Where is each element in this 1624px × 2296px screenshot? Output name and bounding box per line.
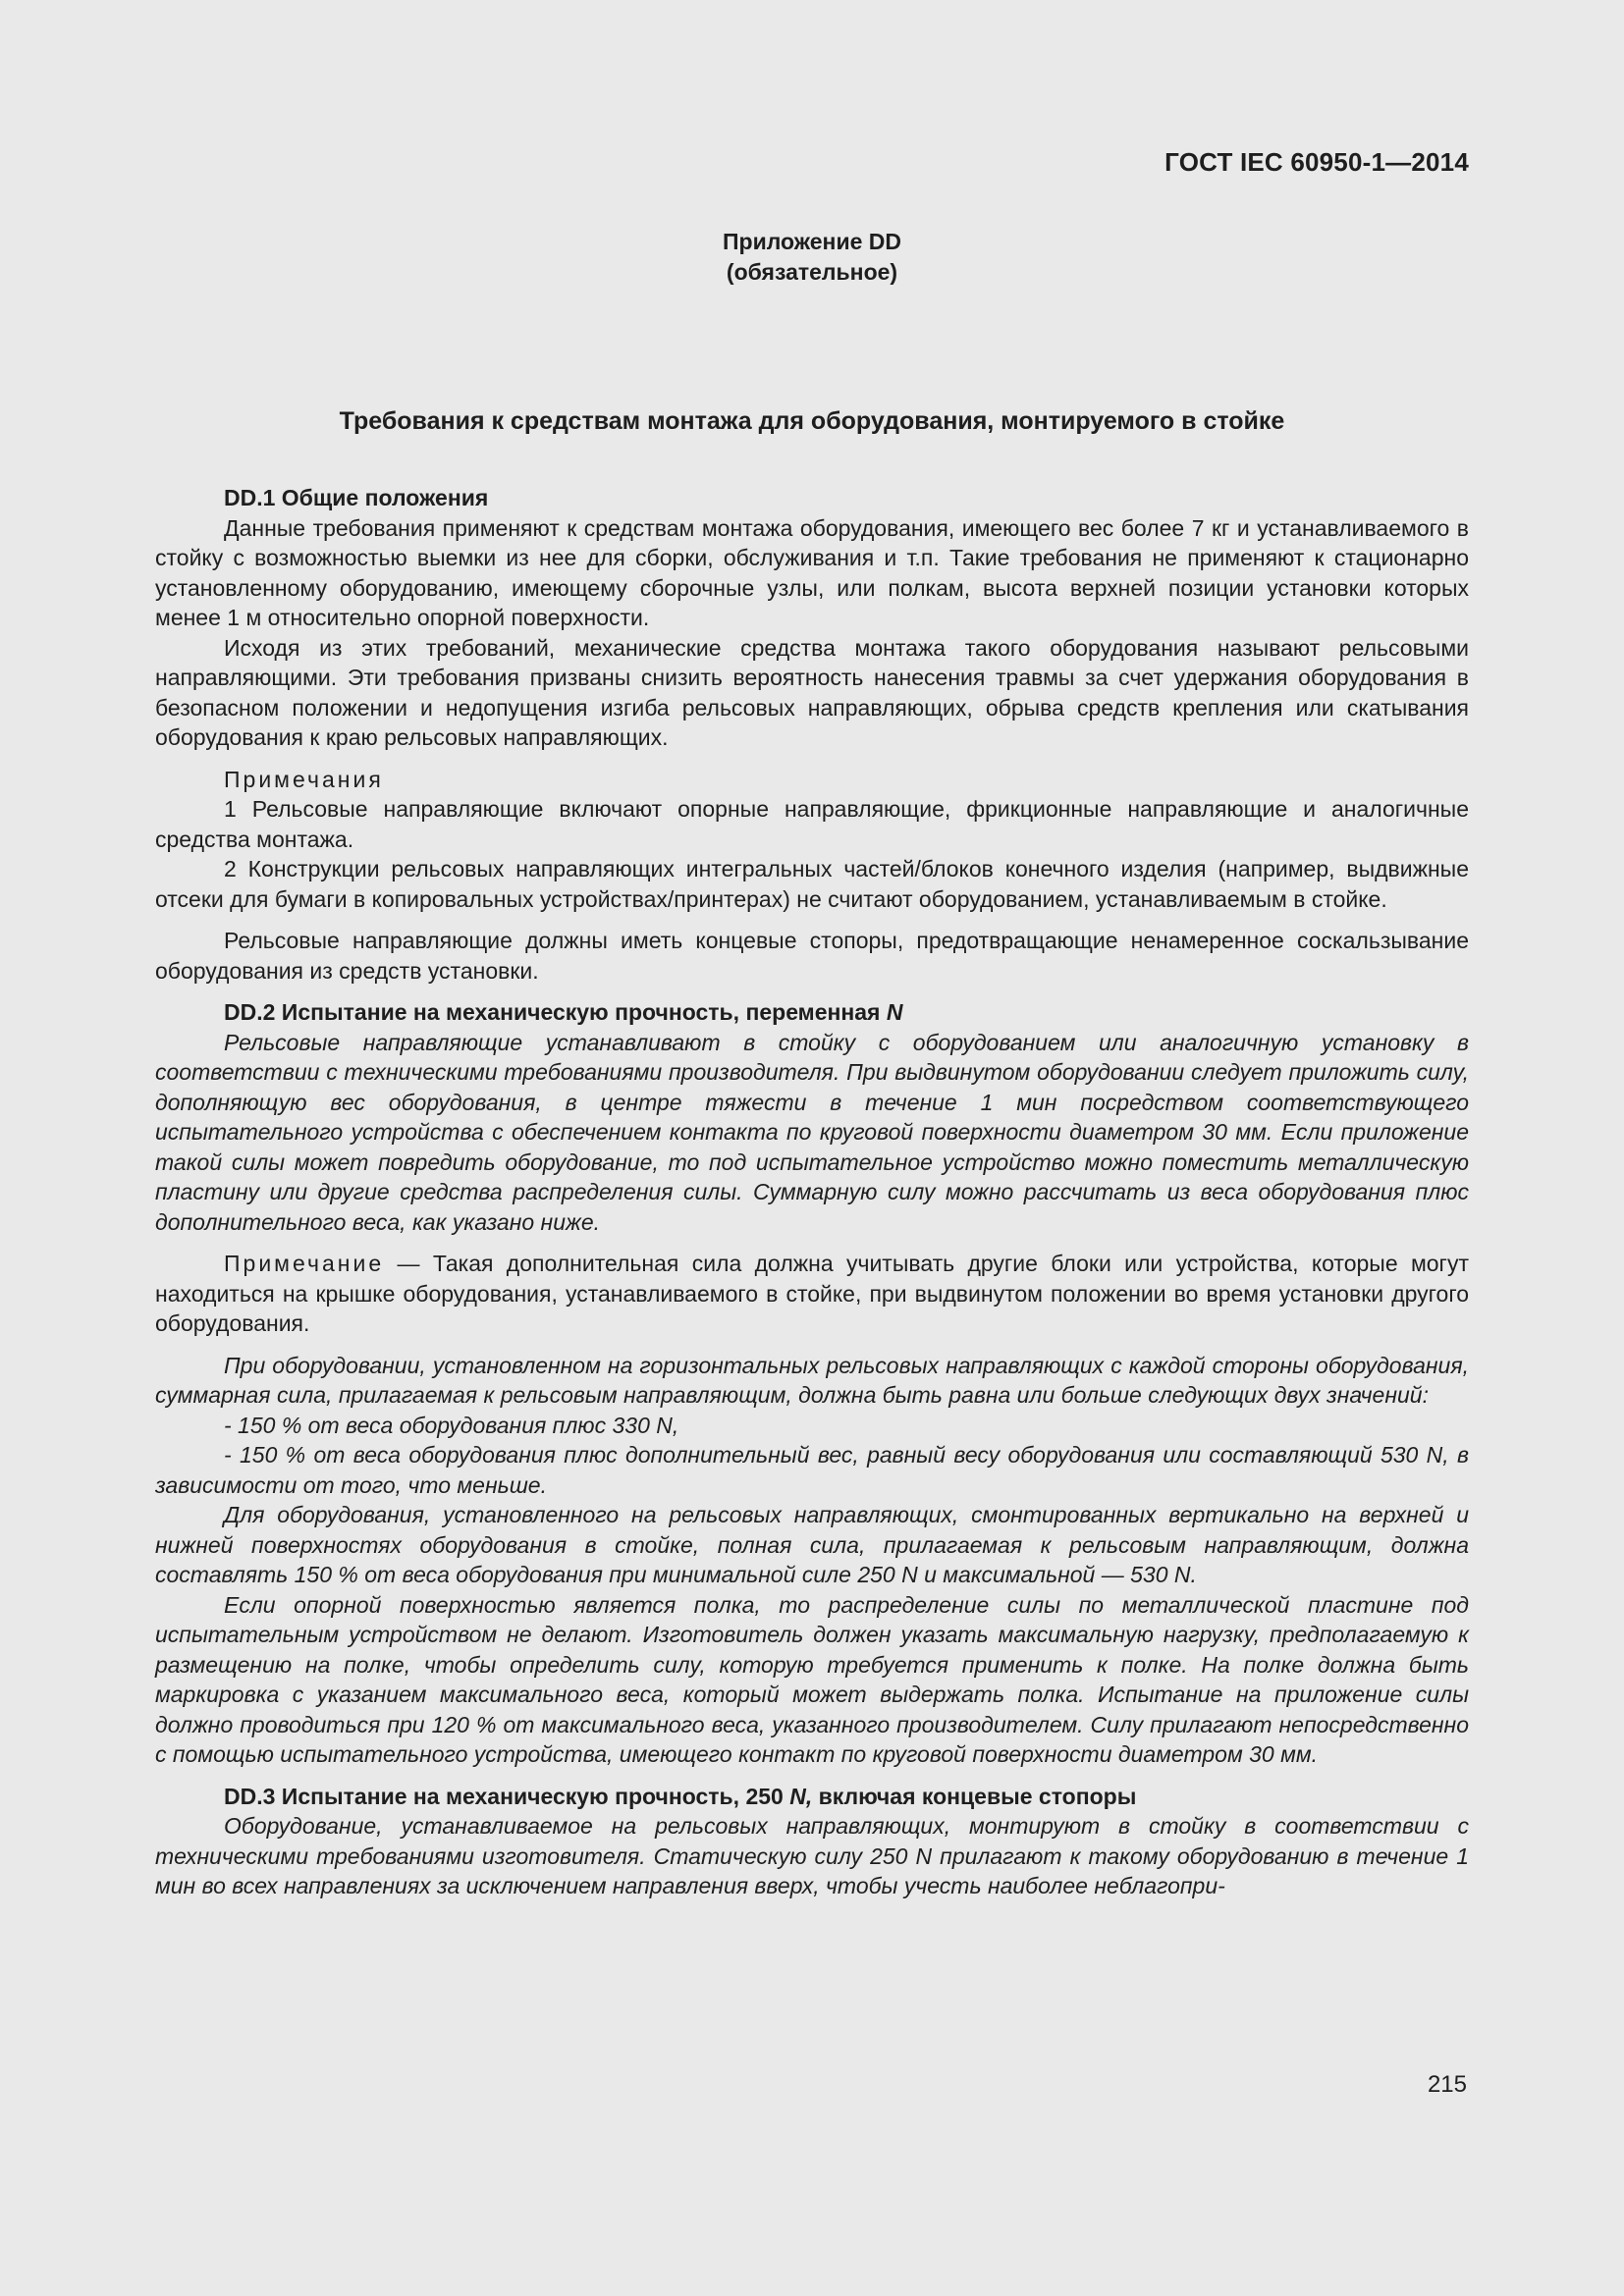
note: Примечание — Такая дополнительная сила должна учитывать другие блоки или устройства, которые могут находиться на крышке оборудования, устанавливаемого в стойке, при выдвинутом положении во время установки другого оборудования. xyxy=(155,1251,1469,1336)
paragraph: Рельсовые направляющие должны иметь концевые стопоры, предотвращающие ненамеренное соскальзывание оборудования из средств установки. xyxy=(155,928,1469,984)
page-number: 215 xyxy=(1427,2071,1467,2098)
note: 2 Конструкции рельсовых направляющих интегральных частей/блоков конечного изделия (например, выдвижные отсеки для бумаги в копировальных устройствах/принтерах) не считают оборудованием, устанавливаемым в стойке. xyxy=(155,856,1469,912)
appendix-title: Приложение DD xyxy=(722,229,901,254)
section-heading-dd1: DD.1 Общие положения xyxy=(224,485,489,510)
notes-label: Примечания xyxy=(224,766,384,792)
list-item: - 150 % от веса оборудования плюс 330 N, xyxy=(224,1412,679,1438)
appendix-status: (обязательное) xyxy=(726,259,898,285)
document-body xyxy=(155,483,1469,1901)
document-code: ГОСТ IEC 60950-1—2014 xyxy=(1164,147,1469,177)
paragraph: Исходя из этих требований, механические средства монтажа такого оборудования называют рельсовыми направляющими. Эти требования призваны снизить вероятность нанесения травмы за счет удержания оборудования в безопасном положении и недопущения изгиба рельсовых направляющих, обрыва средств крепления или скатывания оборудования к краю рельсовых направляющих. xyxy=(155,634,1469,750)
paragraph: Для оборудования, установленного на рельсовых направляющих, смонтированных вертикально на верхней и нижней поверхностях оборудования в стойке, полная сила, прилагаемая к рельсовым направляющим, должна составлять 150 % от веса оборудования при минимальной силе 250 N и максимальной — 530 N. xyxy=(155,1502,1469,1587)
note: 1 Рельсовые направляющие включают опорные направляющие, фрикционные направляющие и аналогичные средства монтажа. xyxy=(155,796,1469,852)
paragraph: При оборудовании, установленном на горизонтальных рельсовых направляющих с каждой стороны оборудования, суммарная сила, прилагаемая к рельсовым направляющим, должна быть равна или больше следующих двух значений: xyxy=(155,1352,1469,1408)
list-item: - 150 % от веса оборудования плюс дополнительный вес, равный весу оборудования или составляющий 530 N, в зависимости от того, что меньше. xyxy=(155,1442,1469,1498)
document-title: Требования к средствам монтажа для оборудования, монтируемого в стойке xyxy=(339,407,1285,435)
paragraph: Данные требования применяют к средствам монтажа оборудования, имеющего вес более 7 кг и устанавливаемого в стойку с возможностью выемки из нее для сборки, обслуживания и т.п. Такие требования не применяют к стационарно установленному оборудованию, имеющему сборочные узлы, или полкам, высота верхней позиции установки которых менее 1 м относительно опорной поверхности. xyxy=(155,514,1469,630)
section-heading-dd2: DD.2 Испытание на механическую прочность, переменная N xyxy=(224,999,903,1025)
paragraph: Если опорной поверхностью является полка, то распределение силы по металлической пластине под испытательным устройством не делают. Изготовитель должен указать максимальную нагрузку, предполагаемую к размещению на полке, чтобы определить силу, которую требуется применить к полке. На полке должна быть маркировка с указанием максимального веса, который может выдержать полка. Испытание на приложение силы должно проводиться при 120 % от максимального веса, указанного производителем. Силу прилагают непосредственно с помощью испытательного устройства, имеющего контакт по круговой поверхности диаметром 30 мм. xyxy=(155,1591,1469,1767)
paragraph: Оборудование, устанавливаемое на рельсовых направляющих, монтируют в стойку в соответствии с техническими требованиями изготовителя. Статическую силу 250 N прилагают к такому оборудованию в течение 1 мин во всех направлениях за исключением направления вверх, чтобы учесть наиболее неблагопри- xyxy=(155,1813,1469,1898)
appendix-heading xyxy=(0,227,1624,288)
paragraph: Рельсовые направляющие устанавливают в стойку с оборудованием или аналогичную установку в соответствии с техническими требованиями производителя. При выдвинутом оборудовании следует приложить силу, дополняющую вес оборудования, в центре тяжести в течение 1 мин посредством соответствующего испытательного устройства с обеспечением контакта по круговой поверхности диаметром 30 мм. Если приложение такой силы может повредить оборудование, то под испытательное устройство можно поместить металлическую пластину или другие средства распределения силы. Суммарную силу можно рассчитать из веса оборудования плюс дополнительного веса, как указано ниже. xyxy=(155,1029,1469,1235)
section-heading-dd3: DD.3 Испытание на механическую прочность, 250 N, включая концевые стопоры xyxy=(224,1783,1137,1809)
